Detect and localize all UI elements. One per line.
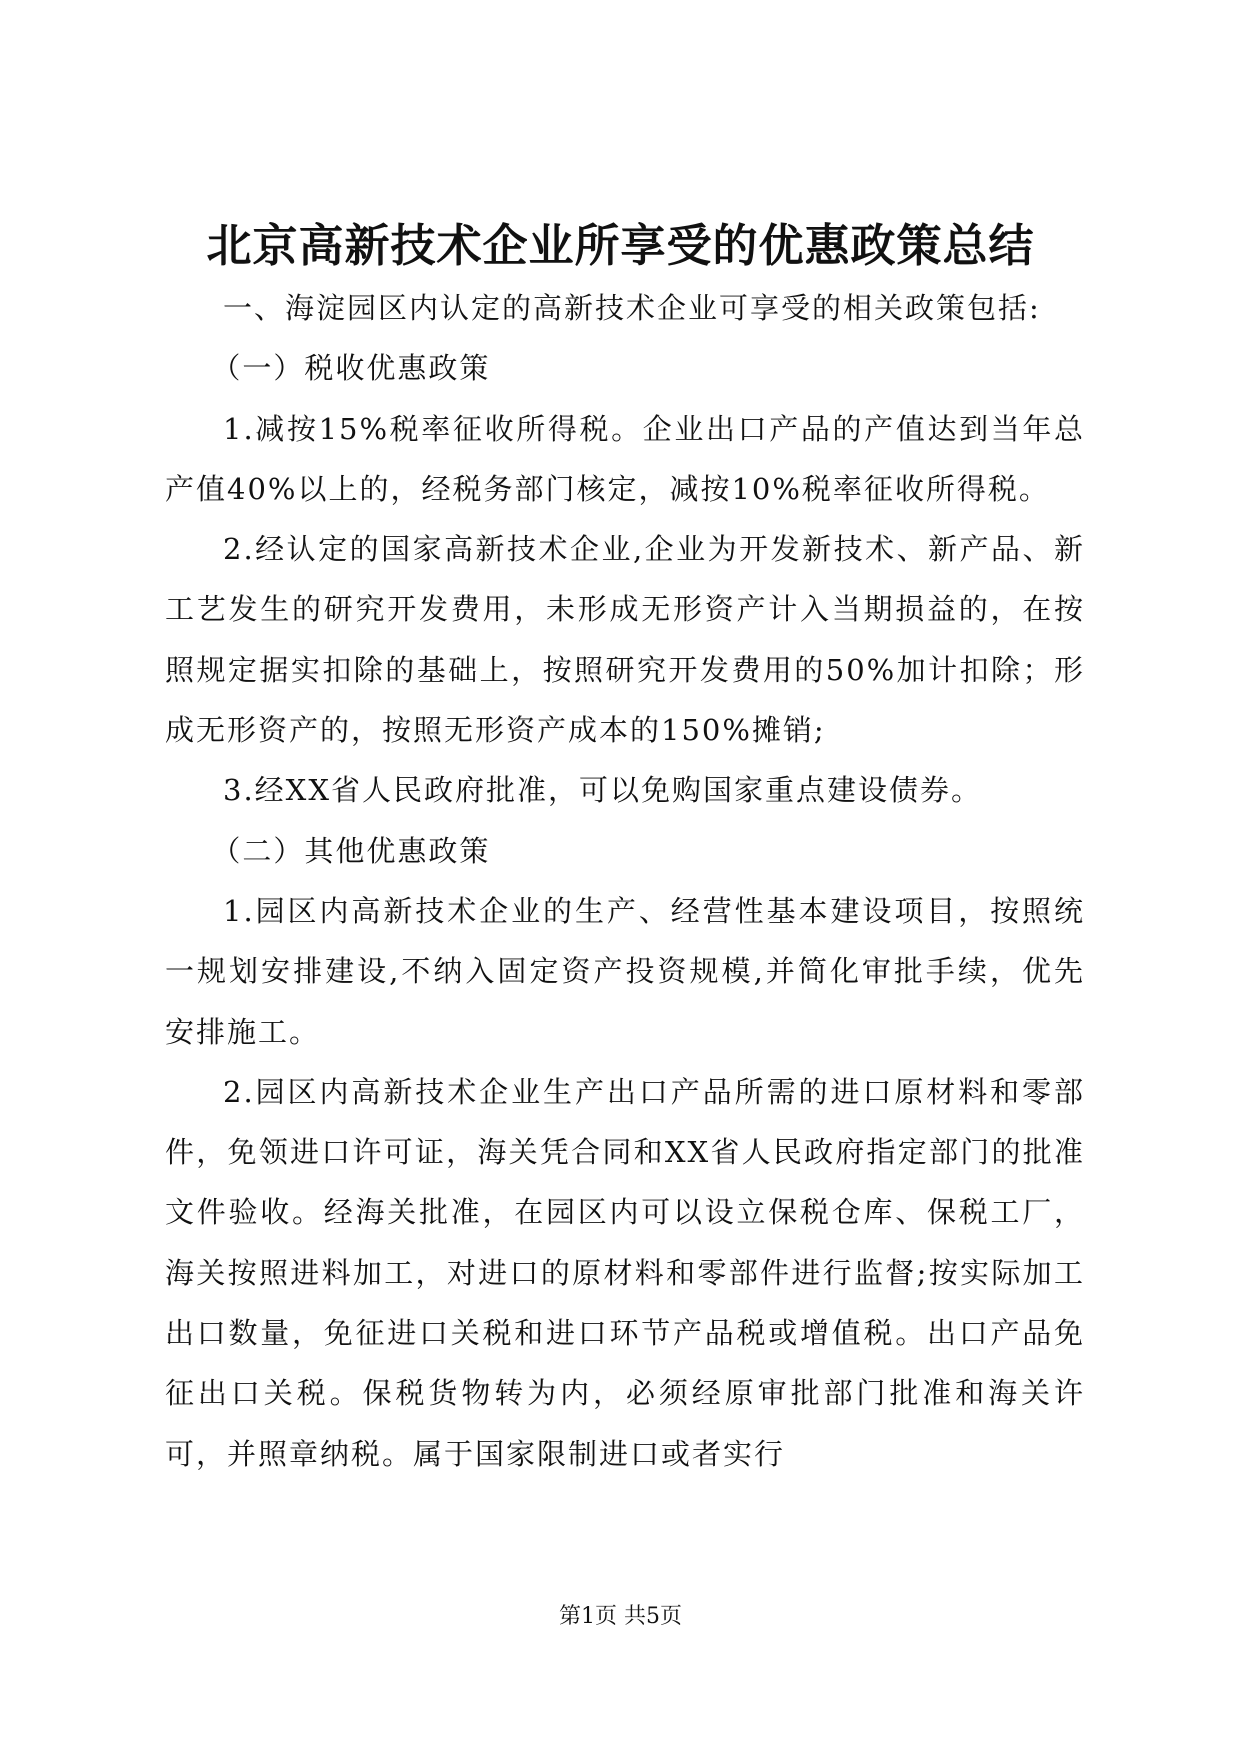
section-heading-1: 一、海淀园区内认定的高新技术企业可享受的相关政策包括: — [223, 291, 1041, 325]
page-number: 第1页 共5页 — [559, 1604, 682, 1629]
subsection-heading-other: （二）其他优惠政策 — [211, 833, 491, 868]
paragraph-tax-3: 3.经XX省人民政府批准，可以免购国家重点建设债券。 — [223, 773, 982, 808]
document-title: 北京高新技术企业所享受的优惠政策总结 — [206, 219, 1035, 272]
paragraph-other-1: 1.园区内高新技术企业的生产、经营性基本建设项目，按照统一规划安排建设,不纳入固定资产投资规模,并简化审批手续，优先安排施工。 — [165, 893, 1085, 1049]
subsection-heading-tax: （一）税收优惠政策 — [211, 351, 491, 386]
paragraph-tax-2: 2.经认定的国家高新技术企业,企业为开发新技术、新产品、新工艺发生的研究开发费用，未形成无形资产计入当期损益的，在按照规定据实扣除的基础上，按照研究开发费用的50%加计扣除；形成无形资产的，按照无形资产成本的150%摊销; — [165, 532, 1085, 748]
paragraph-other-2: 2.园区内高新技术企业生产出口产品所需的进口原材料和零部件，免领进口许可证，海关凭合同和XX省人民政府指定部门的批准文件验收。经海关批准，在园区内可以设立保税仓库、保税工厂，海关按照进料加工，对进口的原材料和零部件进行监督;按实际加工出口数量，免征进口关税和进口环节产品税或增值税。出口产品免征出口关税。保税货物转为内，必须经原审批部门批准和海关许可，并照章纳税。属于国家限制进口或者实行 — [165, 1074, 1085, 1471]
paragraph-tax-1: 1.减按15%税率征收所得税。企业出口产品的产值达到当年总产值40%以上的，经税务部门核定，减按10%税率征收所得税。 — [165, 411, 1085, 506]
document-body — [165, 278, 1085, 1484]
